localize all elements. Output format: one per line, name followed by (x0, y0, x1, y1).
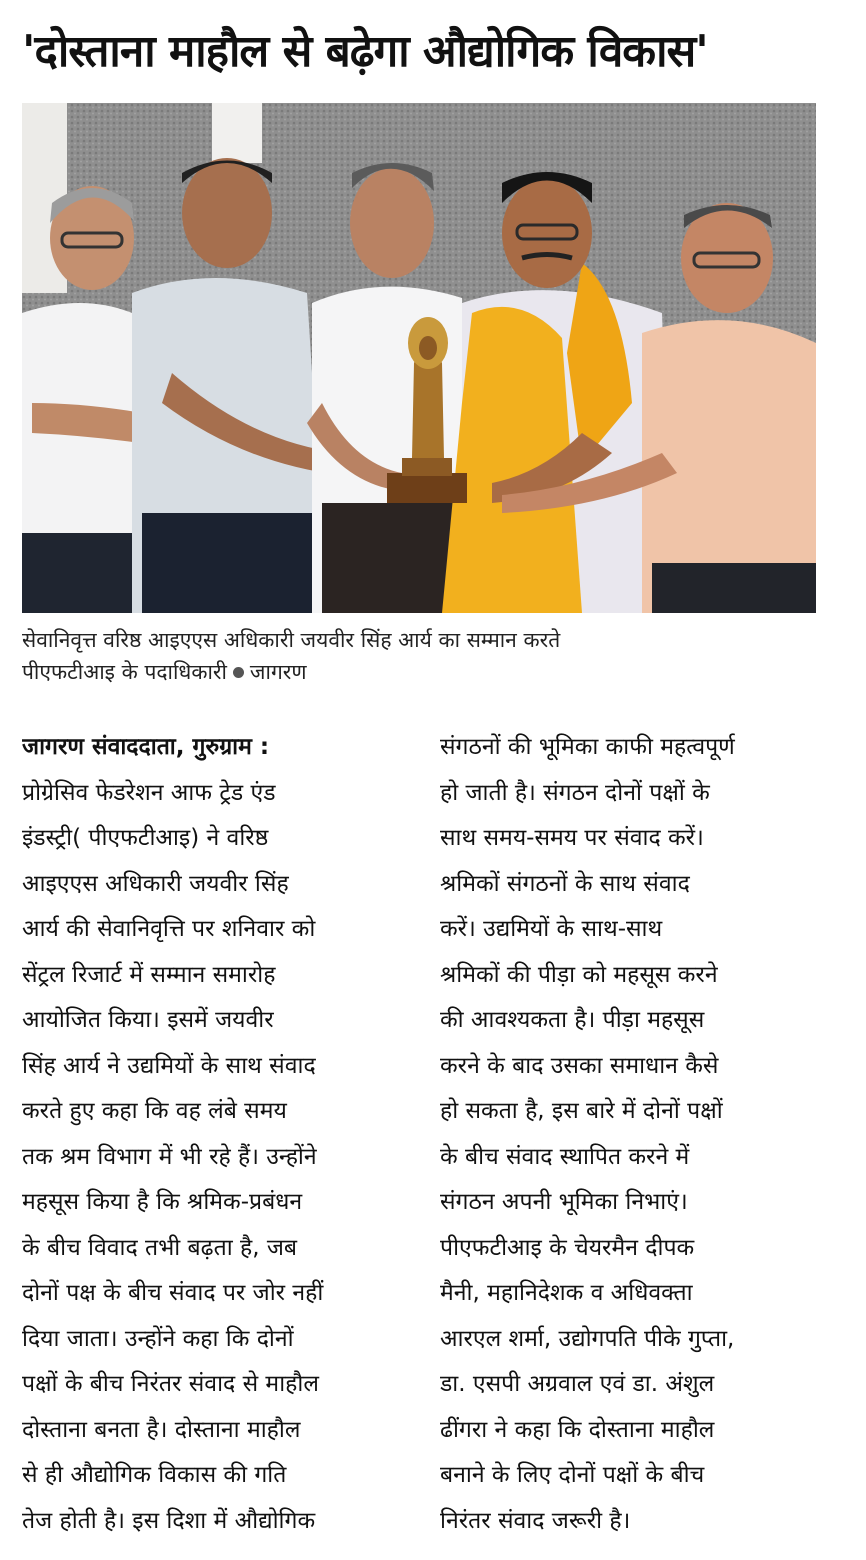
article-line: आयोजित किया। इसमें जयवीर (22, 1007, 274, 1033)
article-line: करने के बाद उसका समाधान कैसे (440, 1052, 719, 1079)
news-photo (22, 103, 816, 613)
article-line: महसूस किया है कि श्रमिक-प्रबंधन (22, 1189, 303, 1215)
article-line: तक श्रम विभाग में भी रहे हैं। उन्होंने (22, 1143, 317, 1170)
article-line: इंडस्ट्री( पीएफटीआइ) ने वरिष्ठ (22, 825, 269, 851)
article-line: सेंट्रल रिजार्ट में सम्मान समारोह (22, 961, 276, 988)
bullet-dot-icon (233, 667, 244, 678)
article-line: संगठनों की भूमिका काफी महत्वपूर्ण (440, 734, 735, 760)
article-line: ढींगरा ने कहा कि दोस्ताना माहौल (440, 1416, 715, 1443)
article-line: श्रमिकों संगठनों के साथ संवाद (440, 870, 690, 897)
dateline: जागरण संवाददाता, गुरुग्राम : (22, 734, 270, 760)
article-line: पक्षों के बीच निरंतर संवाद से माहौल (22, 1371, 319, 1397)
article-line: की आवश्यकता है। पीड़ा महसूस (440, 1007, 705, 1033)
article-line: निरंतर संवाद जरूरी है। (440, 1507, 631, 1534)
article-line: सिंह आर्य ने उद्यमियों के साथ संवाद (22, 1052, 316, 1079)
caption-line-2 (22, 656, 842, 688)
article-line: से ही औद्योगिक विकास की गति (22, 1462, 287, 1488)
photo-wall-light-2 (212, 103, 262, 163)
photo-credit: जागरण (249, 660, 307, 684)
headline: 'दोस्ताना माहौल से बढ़ेगा औद्योगिक विकास' (22, 26, 708, 77)
article-line: प्रोग्रेसिव फेडरेशन आफ ट्रेड एंड (22, 779, 276, 806)
article-line: संगठन अपनी भूमिका निभाएं। (440, 1189, 688, 1215)
article-line: पीएफटीआइ के चेयरमैन दीपक (440, 1234, 695, 1261)
article-line: के बीच संवाद स्थापित करने में (440, 1143, 690, 1170)
article-line: मैनी, महानिदेशक व अधिवक्ता (440, 1280, 693, 1306)
caption-line-2-text: पीएफटीआइ के पदाधिकारी (22, 660, 227, 684)
article-line: करें। उद्यमियों के साथ-साथ (440, 916, 663, 942)
article-line: आर्य की सेवानिवृत्ति पर शनिवार को (22, 916, 316, 942)
article-line: तेज होती है। इस दिशा में औद्योगिक (22, 1507, 316, 1534)
article-line: करते हुए कहा कि वह लंबे समय (22, 1098, 287, 1124)
article-line: आइएएस अधिकारी जयवीर सिंह (22, 870, 289, 897)
article-line: साथ समय-समय पर संवाद करें। (440, 825, 704, 851)
article-line: के बीच विवाद तभी बढ़ता है, जब (22, 1234, 298, 1261)
article-line: बनाने के लिए दोनों पक्षों के बीच (440, 1462, 705, 1488)
article-column-left (22, 725, 412, 1544)
caption-line-1: सेवानिवृत्त वरिष्ठ आइएएस अधिकारी जयवीर सिंह आर्य का सम्मान करते (22, 628, 561, 652)
photo-illustration (22, 103, 816, 613)
article-line: हो जाती है। संगठन दोनों पक्षों के (440, 779, 710, 806)
article-line: दोस्ताना बनता है। दोस्ताना माहौल (22, 1416, 301, 1443)
article-line: आरएल शर्मा, उद्योगपति पीके गुप्ता, (440, 1325, 735, 1352)
article-line: दोनों पक्ष के बीच संवाद पर जोर नहीं (22, 1280, 324, 1306)
article-line: डा. एसपी अग्रवाल एवं डा. अंशुल (440, 1371, 715, 1397)
photo-caption (22, 624, 842, 688)
article-line: दिया जाता। उन्होंने कहा कि दोनों (22, 1325, 294, 1352)
article-column-right (440, 725, 840, 1544)
article-line: हो सकता है, इस बारे में दोनों पक्षों (440, 1098, 723, 1124)
article-line: श्रमिकों की पीड़ा को महसूस करने (440, 961, 718, 988)
